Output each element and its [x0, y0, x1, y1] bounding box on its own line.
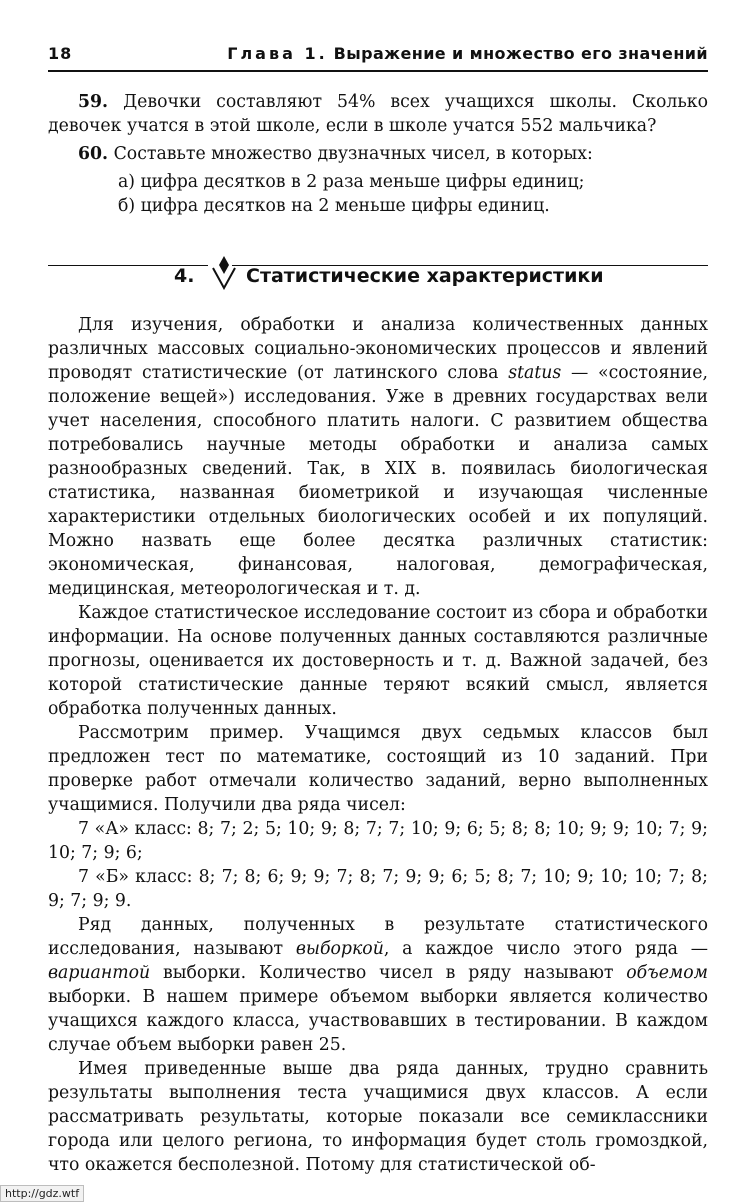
chapter-label: Глава 1.	[227, 44, 328, 63]
header-rule	[48, 70, 708, 72]
paragraph: Имея приведенные выше два ряда данных, трудно сравнить результаты выполнения теста учащимися двух классов. А если рассматривать результаты, которые показали все семиклассники города или целого региона, то информация будет столь громоздкой, что окажется бесполезной. Потому для статистической об-	[48, 1059, 708, 1175]
data-series-7a: 7 «А» класс: 8; 7; 2; 5; 10; 9; 8; 7; 7; 10; 9; 6; 5; 8; 8; 10; 9; 9; 10; 7; 9; 10; 7; 9; 6;	[48, 819, 708, 863]
paragraph: Для изучения, обработки и анализа количественных данных различных массовых социально-экономических процессов и явлений проводят статистические (от латинского слова status — «состояние, положение вещей») исследования. Уже в древних государствах вели учет населения, способного платить налоги. С развитием общества потребовались научные методы обработки и анализа самых разнообразных сведений. Так, в XIX в. появилась биологическая статистика, названная биометрикой и изучающая численные характеристики отдельных биологических особей и их популяций. Можно назвать еще более десятка различных статистик: экономическая, финансовая, налоговая, демографическая, медицинская, метеорологическая и т. д.	[48, 315, 708, 599]
watermark-link[interactable]: http://gdz.wtf	[0, 1185, 84, 1202]
task-59	[48, 90, 708, 138]
chapter-heading	[227, 44, 708, 63]
body-text	[48, 313, 708, 1177]
paragraph: Рассмотрим пример. Учащимся двух седьмых классов был предложен тест по математике, состоящий из 10 заданий. При проверке работ отмечали количество заданий, верно выполненных учащимися. Получили два ряда чисел:	[48, 723, 708, 815]
task-item-b: б) цифра десятков на 2 меньше цифры единиц.	[118, 196, 550, 216]
chapter-title: Выражение и множество его значений	[333, 44, 708, 63]
section-number: 4.	[174, 265, 195, 287]
task-number: 59.	[78, 92, 109, 112]
task-item-a: а) цифра десятков в 2 раза меньше цифры единиц;	[118, 172, 585, 192]
task-text: Составьте множество двузначных чисел, в которых:	[113, 144, 593, 164]
section-title: Статистические характеристики	[246, 265, 604, 287]
paragraph: Ряд данных, полученных в результате статистического исследования, называют выборкой, а каждое число этого ряда — вариантой выборки. Количество чисел в ряду называют объемом выборки. В нашем примере объемом выборки является количество учащихся каждого класса, участвовавших в тестировании. В каждом случае объем выборки равен 25.	[48, 915, 708, 1055]
page-number: 18	[48, 44, 73, 63]
task-text: Девочки составляют 54% всех учащихся школы. Сколько девочек учатся в этой школе, если в школе учатся 552 мальчика?	[48, 92, 708, 136]
task-60	[48, 142, 708, 166]
paragraph: Каждое статистическое исследование состоит из сбора и обработки информации. На основе полученных данных составляются различные прогнозы, оценивается их достоверность и т. д. Важной задачей, без которой статистические данные теряют всякий смысл, является обработка полученных данных.	[48, 603, 708, 719]
data-series-7b: 7 «Б» класс: 8; 7; 8; 6; 9; 9; 7; 8; 7; 9; 9; 6; 5; 8; 7; 10; 9; 10; 10; 7; 8; 9; 7; 9; 9.	[48, 867, 708, 911]
task-60-items	[118, 170, 708, 218]
diamond-compass-icon	[210, 254, 238, 290]
running-header	[48, 44, 708, 63]
task-number: 60.	[78, 144, 109, 164]
